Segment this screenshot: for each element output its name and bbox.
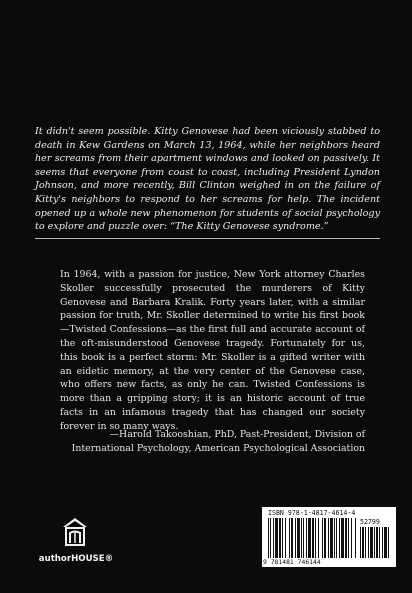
review-text: In 1964, with a passion for justice, New York attorney Charles Skoller successfully prosecuted the murderers of Kitty Genovese and Barbara Kralik. Forty years later, with a similar passion for truth, Mr. Skoller determined to write his first book—Twisted Confessions—as the first full and accurate account of the oft-misunderstood Genovese tragedy. Fortunately for us, this book is a perfect storm: Mr. Skoller is a gifted writer with an eidetic memory, at the very center of the Genovese case, who offers new facts, as only he can. Twisted Confessions is more than a gripping story; it is an historic account of true facts in an infamous tragedy that has changed our society forever in so many ways. [60, 269, 365, 432]
price-barcode-bars [360, 527, 390, 558]
barcode-digits: 9 781481 746144 [263, 558, 321, 566]
review-attribution: —Harold Takooshian, PhD, Past-President, Division of International Psychology, American Psychological Association [71, 429, 365, 454]
divider-rule [35, 238, 380, 239]
isbn-barcode [262, 507, 396, 567]
publisher-logo [36, 517, 116, 573]
ean-barcode-bars [268, 518, 356, 558]
cover-blurb: It didn't seem possible. Kitty Genovese had been viciously stabbed to death in Kew Gardens on March 13, 1964, while her neighbors heard her screams from their apartment windows and looked on passively. It seems that everyone from coast to coast, including President Lyndon Johnson, and more recently, Bill Clinton weighed in on the failure of Kitty's neighbors to respond to her screams for help. The incident opened up a whole new phenomenon for students of social psychology to explore and puzzle over: “The Kitty Genovese syndrome.” [35, 126, 380, 233]
house-book-icon [62, 517, 88, 547]
publisher-name: authorHOUSE® [38, 554, 114, 564]
isbn-label: ISBN 978-1-4817-4614-4 [268, 509, 356, 517]
price-code: 52799 [360, 518, 380, 526]
